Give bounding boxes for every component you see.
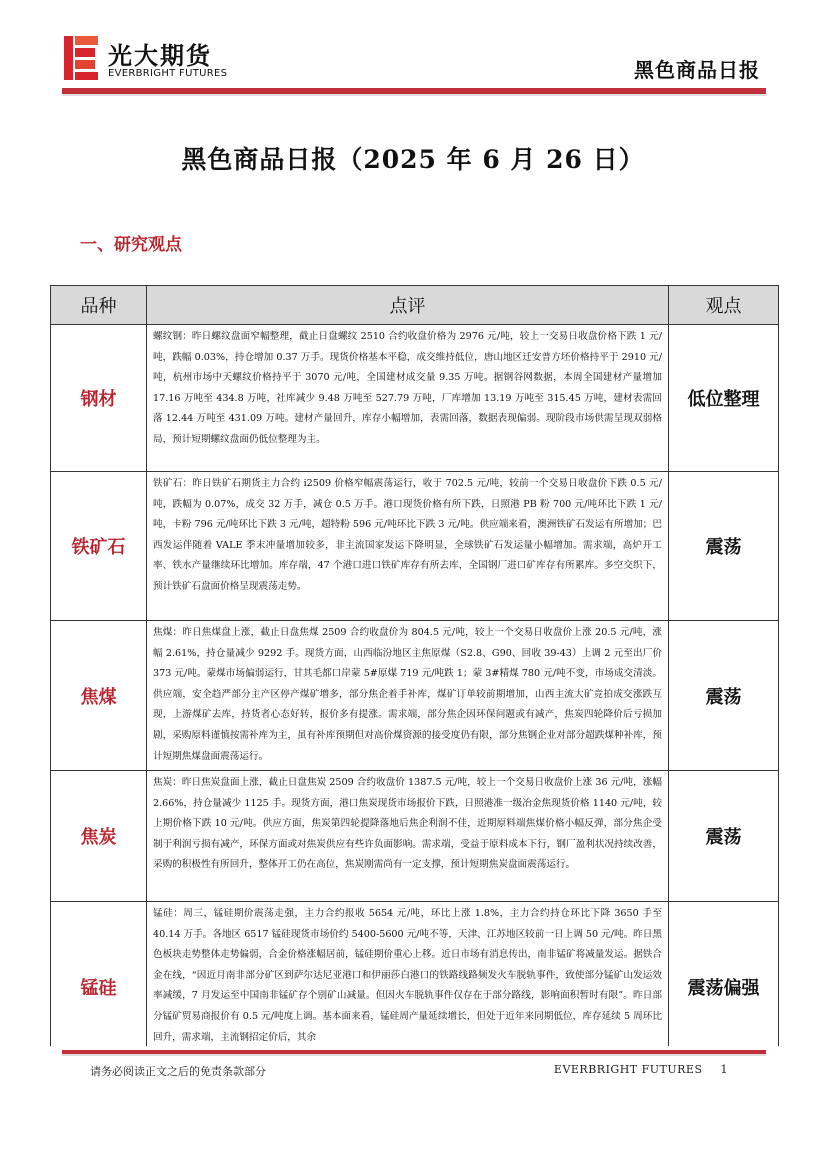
row-category: 焦煤 — [51, 621, 147, 771]
footer-divider — [62, 1050, 766, 1056]
table-row — [51, 771, 779, 902]
row-category: 锰硅 — [51, 902, 147, 1072]
row-view: 震荡偏强 — [669, 902, 779, 1072]
everbright-logo-icon — [64, 36, 98, 80]
header-category: 品种 — [51, 286, 147, 325]
logo-english-name: EVERBRIGHT FUTURES — [108, 68, 228, 79]
row-comment: 焦炭：昨日焦炭盘面上涨，截止日盘焦炭 2509 合约收盘价 1387.5 元/吨，较上一个交易日收盘价上涨 36 元/吨，涨幅 2.66%，持仓量减少 1125 手。现货方面，港口焦炭现货市场报价下跌，日照港准一级冶金焦现货价格 1140 元/吨，较上期价格下跌 10 元/吨。供应方面，焦炭第四轮提降落地后焦企利润不佳，近期原料端焦煤价格小幅反弹，部分焦企受制于利润亏损有减产，环保方面或对焦炭供应有些许负面影响。需求端，受益于原料成本下行，钢厂盈利状况持续改善，采购的积极性有所回升，整体开工仍在高位，焦炭刚需尚有一定支撑，预计短期焦炭盘面震荡运行。 — [147, 771, 669, 902]
table-row — [51, 325, 779, 472]
row-comment: 铁矿石：昨日铁矿石期货主力合约 i2509 价格窄幅震荡运行，收于 702.5 元/吨，较前一个交易日收盘价下跌 0.5 元/吨，跌幅为 0.07%，成交 32 万手，减仓 0.5 万手。港口现货价格有所下跌，日照港 PB 粉 700 元/吨环比下跌 1 元/吨，卡粉 796 元/吨环比下跌 3 元/吨，超特粉 596 元/吨环比下跌 3 元/吨。供应端来看，澳洲铁矿石发运有所增加；巴西发运伴随着 VALE 季末冲量增加较多，非主流国家发运下降明显，全球铁矿石发运量小幅增加。需求端，高炉开工率、铁水产量继续环比增加。库存端，47 个港口进口铁矿库存有所去库，全国钢厂进口矿库存有所累库。多空交织下，预计铁矿石盘面价格呈现震荡走势。 — [147, 472, 669, 621]
page-header — [62, 34, 766, 98]
footer-brand: EVERBRIGHT FUTURES — [553, 1063, 703, 1076]
row-view: 震荡 — [669, 621, 779, 771]
row-category: 焦炭 — [51, 771, 147, 902]
footer-brand-page — [554, 1063, 728, 1076]
table-row — [51, 472, 779, 621]
logo-chinese-name: 光大期货 — [108, 42, 212, 70]
row-comment: 焦煤：昨日焦煤盘上涨，截止日盘焦煤 2509 合约收盘价为 804.5 元/吨，较上一个交易日收盘价上涨 20.5 元/吨，涨幅 2.61%，持仓量减少 9292 手。现货方面，山西临汾地区主焦原煤（S2.8、G90、回收 39-43）上调 2 元至出厂价 373 元/吨。蒙煤市场偏弱运行，甘其毛都口岸蒙 5#原煤 719 元/吨跌 1；蒙 3#精煤 780 元/吨不变，市场成交清淡。供应端，安全趋严部分主产区停产煤矿增多，部分焦企着手补库，煤矿订单较前期增加，山西主流大矿竞拍成交涨跌互现，上游煤矿去库，持货者心态好转，报价多有提涨。需求端，部分焦企因环保问题或有减产，焦炭四轮降价后亏损加剧，采购原料谨慎按需补库为主，虽有补库预期但对高价煤资源的接受度仍有限，部分焦钢企业对部分超跌煤种补库，预计短期焦煤盘面震荡运行。 — [147, 621, 669, 771]
section-heading: 一、研究观点 — [80, 235, 182, 255]
header-view: 观点 — [669, 286, 779, 325]
table-header-row — [51, 286, 779, 325]
row-comment: 锰硅：周三，锰硅期价震荡走强，主力合约报收 5654 元/吨，环比上涨 1.8%，主力合约持仓环比下降 3650 手至 40.14 万手。各地区 6517 锰硅现货市场价约 5400-5600 元/吨不等，天津、江苏地区较前一日上调 50 元/吨。昨日黑色板块走势整体走势偏弱，合金价格涨幅居前，锰硅期价重心上移。近日市场有消息传出，南非锰矿将减量发运。据铁合金在线，“因近月南非部分矿区到萨尔达尼亚港口和伊丽莎白港口的铁路线路频发火车脱轨事件，致使部分锰矿山发运效率减缓，7 月发运至中国南非锰矿存个别矿山减量。但因火车脱轨事件仅存在于部分路线，影响面积暂时有限”。昨日部分锰矿贸易商报价有 0.5 元/吨度上调。基本面来看，锰硅周产量延续增长，但处于近年来同期低位，库存延续 5 周环比回升，需求端，主流钢招定价后，其余 — [147, 902, 669, 1072]
footer-disclaimer: 请务必阅读正文之后的免责条款部分 — [90, 1065, 266, 1078]
row-view: 震荡 — [669, 472, 779, 621]
page-number: 1 — [720, 1063, 728, 1076]
row-view: 低位整理 — [669, 325, 779, 472]
page-title: 黑色商品日报（2025 年 6 月 26 日） — [181, 145, 645, 174]
row-category: 铁矿石 — [51, 472, 147, 621]
row-comment: 螺纹钢：昨日螺纹盘面窄幅整理，截止日盘螺纹 2510 合约收盘价格为 2976 元/吨，较上一交易日收盘价格下跌 1 元/吨，跌幅 0.03%，持仓增加 0.37 万手。现货价格基本平稳，成交维持低位，唐山地区迁安普方坯价格持平于 2910 元/吨，杭州市场中天螺纹价格持平于 3070 元/吨，全国建材成交量 9.35 万吨。据钢谷网数据，本周全国建材产量增加 17.16 万吨至 434.8 万吨，社库减少 9.48 万吨至 527.79 万吨，厂库增加 13.19 万吨至 315.45 万吨，建材表需回落 12.44 万吨至 431.09 万吨。建材产量回升，库存小幅增加，表需回落，数据表现偏弱。现阶段市场供需呈现双弱格局，预计短期螺纹盘面仍低位整理为主。 — [147, 325, 669, 472]
research-views-table — [50, 285, 779, 1072]
table-row — [51, 621, 779, 771]
row-category: 钢材 — [51, 325, 147, 472]
header-comment: 点评 — [147, 286, 669, 325]
report-name: 黑色商品日报 — [634, 58, 760, 82]
header-divider — [62, 88, 766, 96]
row-view: 震荡 — [669, 771, 779, 902]
